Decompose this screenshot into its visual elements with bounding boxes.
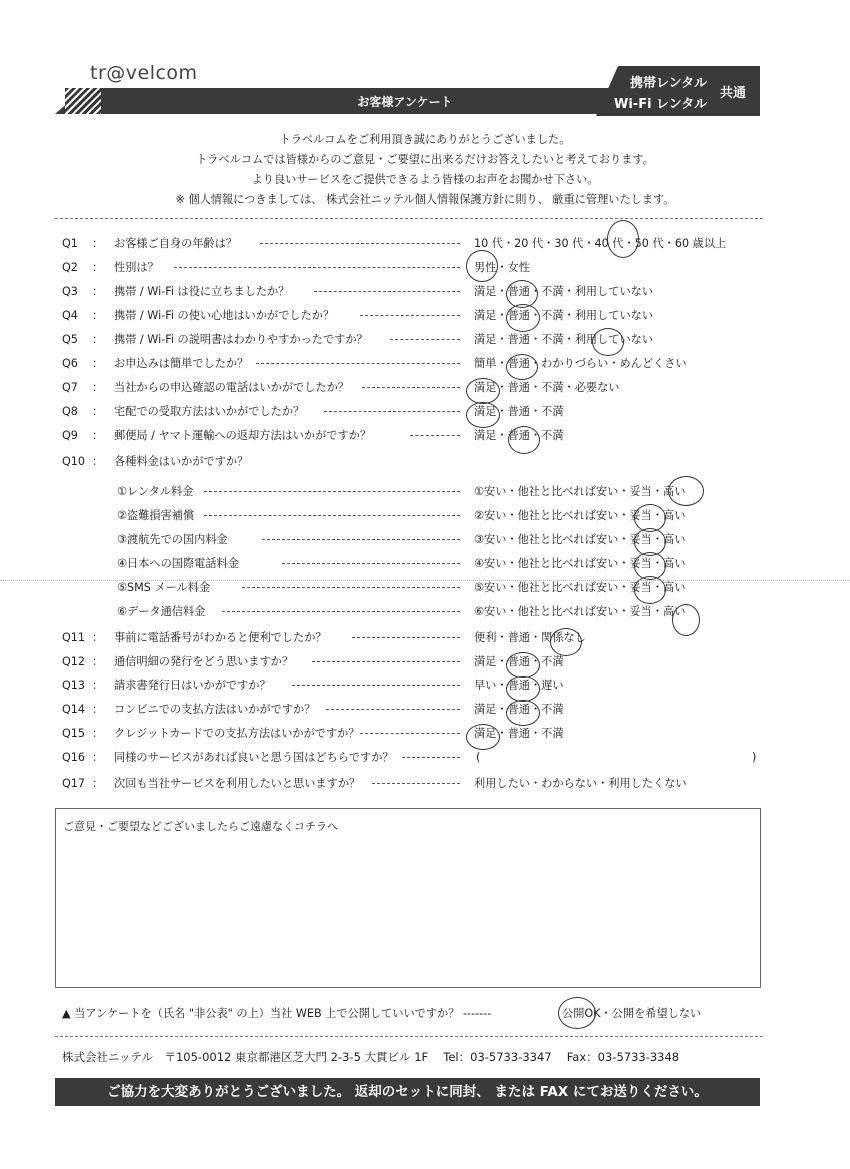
q10-item-theft: [62, 504, 782, 528]
question-text: 通信明細の発行をどう思いますか？: [114, 655, 294, 668]
question-number: Q4: [62, 309, 78, 322]
question-number: Q8: [62, 405, 78, 418]
question-number: Q2: [62, 261, 78, 274]
question-text: 各種料金はいかがですか？: [114, 455, 249, 468]
answer-options[interactable]: 10 代・20 代・30 代・40 代・50 代・60 歳以上: [474, 237, 727, 250]
colon: ：: [92, 455, 104, 468]
travelcom-logo: tr@velcom: [90, 62, 198, 84]
question-text: 宅配での受取方法はいかがでしたか？: [114, 405, 305, 418]
question-number: Q7: [62, 381, 78, 394]
question-text: お申込みは簡単でしたか？: [114, 357, 249, 370]
question-number: Q1: [62, 237, 78, 250]
question-number: Q3: [62, 285, 78, 298]
colon: ：: [92, 777, 104, 790]
leader-line: [260, 243, 460, 244]
question-row-q5: [62, 328, 782, 352]
leader-line: [362, 387, 460, 388]
colon: ：: [92, 333, 104, 346]
leader-line: [242, 587, 460, 588]
leader-line: [292, 685, 460, 686]
q10-item-data: [62, 600, 782, 624]
answer-options[interactable]: 満足・普通・不満・利用していない: [474, 309, 654, 322]
answer-options[interactable]: ⑥安い・他社と比べれば安い・妥当・高い: [474, 605, 686, 618]
colon: ：: [92, 703, 104, 716]
question-number: Q15: [62, 727, 86, 740]
question-text: 郵便局 / ヤマト運輸への返却方法はいかがですか？: [114, 429, 372, 442]
question-number: Q13: [62, 679, 86, 692]
question-number: Q17: [62, 777, 86, 790]
answer-options[interactable]: ②安い・他社と比べれば安い・妥当・高い: [474, 509, 686, 522]
leader-line: [326, 709, 460, 710]
colon: ：: [92, 237, 104, 250]
colon: ：: [92, 309, 104, 322]
question-text: 次回も当社サービスを利用したいと思いますか？: [114, 777, 361, 790]
tag-mobile-rental: 携帯レンタル: [630, 76, 708, 91]
publish-question-row: [62, 1005, 762, 1021]
answer-options[interactable]: 満足・普通・不満: [474, 405, 564, 418]
answer-circle-mark: [668, 476, 704, 506]
divider: [55, 1036, 763, 1037]
leader-line: [204, 491, 460, 492]
leader-line: [174, 267, 460, 268]
question-number: Q11: [62, 631, 86, 644]
leader-line: [360, 315, 460, 316]
answer-circle-mark: [466, 250, 498, 282]
question-text: 性別は？: [114, 261, 159, 274]
question-number: Q10: [62, 455, 86, 468]
question-number: Q9: [62, 429, 78, 442]
question-text: 携帯 / Wi-Fi の使い心地はいかがでしたか？: [114, 309, 335, 322]
answer-paren-open[interactable]: (: [476, 751, 481, 764]
question-text: お客様ご自身の年齢は？: [114, 237, 238, 250]
question-row-q2: [62, 256, 782, 280]
intro-line: より良いサービスをご提供できるよう皆様のお声をお聞かせ下さい。: [251, 173, 599, 186]
leader-line: [360, 733, 460, 734]
colon: ：: [92, 357, 104, 370]
q10-item-label: ④日本への国際電話料金: [117, 557, 239, 570]
answer-options[interactable]: 男性・女性: [474, 261, 530, 274]
question-row-q1: [62, 232, 782, 256]
leader-line: [222, 611, 460, 612]
colon: ：: [92, 429, 104, 442]
answer-options[interactable]: 満足・普通・不満: [474, 703, 564, 716]
leader-line: [352, 637, 460, 638]
question-row-q4: [62, 304, 782, 328]
divider: [55, 218, 763, 219]
q10-item-intl-call: [62, 552, 782, 576]
question-text: クレジットカードでの支払方法はいかがですか？: [114, 727, 360, 740]
question-text: 同様のサービスがあれば良いと思う国はどちらですか？: [114, 751, 394, 764]
answer-options[interactable]: ⑤安い・他社と比べれば安い・妥当・高い: [474, 581, 686, 594]
answer-options[interactable]: 便利・普通・関係なし: [474, 631, 586, 644]
intro-line: トラベルコムでは皆様からのご意見・ご要望に出来るだけお答えしたいと考えております。: [196, 153, 654, 166]
publish-answer-options[interactable]: 公開OK・公開を希望しない: [562, 1007, 702, 1020]
thanks-banner: ご協力を大変ありがとうございました。 返却のセットに同封、 または FAX にてお送りください。: [55, 1078, 760, 1106]
leader-line: [256, 363, 460, 364]
q10-item-domestic: [62, 528, 782, 552]
answer-options[interactable]: ①安い・他社と比べれば安い・妥当・高い: [474, 485, 686, 498]
leader-line: [204, 515, 460, 516]
comment-field[interactable]: [55, 808, 761, 988]
leader-line: [312, 661, 460, 662]
q10-item-rental: [62, 480, 782, 504]
colon: ：: [92, 631, 104, 644]
question-number: Q14: [62, 703, 86, 716]
answer-options[interactable]: ④安い・他社と比べれば安い・妥当・高い: [474, 557, 686, 570]
question-text: 携帯 / Wi-Fi の説明書はわかりやすかったですか？: [114, 333, 368, 346]
answer-options[interactable]: 満足・普通・不満・利用していない: [474, 333, 654, 346]
comment-label: ご意見・ご要望などございましたらご遠慮なくコチラへ: [63, 820, 338, 833]
question-text: 請求書発行日はいかがですか？: [114, 679, 271, 692]
colon: ：: [92, 679, 104, 692]
intro-line: トラベルコムをご利用頂き誠にありがとうございました。: [279, 133, 571, 146]
answer-options[interactable]: 簡単・普通・わかりづらい・めんどくさい: [474, 357, 687, 370]
leader-line: [314, 291, 460, 292]
leader-line: [282, 563, 460, 564]
answer-circle-mark: [558, 997, 596, 1029]
page-title: お客様アンケート: [357, 95, 453, 109]
question-text: 当社からの申込確認の電話はいかがでしたか？: [114, 381, 349, 394]
question-row-q16: [62, 746, 782, 770]
answer-options[interactable]: 満足・普通・不満: [474, 655, 564, 668]
colon: ：: [92, 751, 104, 764]
question-row-q14: [62, 698, 782, 722]
colon: ：: [92, 655, 104, 668]
question-row-q7: [62, 376, 782, 400]
tag-wifi-rental: Wi-Fi レンタル: [614, 97, 708, 112]
answer-circle-mark: [607, 220, 639, 258]
leader-line: [402, 757, 460, 758]
answer-options[interactable]: ③安い・他社と比べれば安い・妥当・高い: [474, 533, 686, 546]
leader-line: [324, 411, 460, 412]
scan-artifact-line: [0, 580, 850, 581]
leader-line: [372, 783, 460, 784]
colon: ：: [92, 381, 104, 394]
question-row-q10: [62, 450, 782, 474]
question-row-q12: [62, 650, 782, 674]
leader-line: [262, 539, 460, 540]
question-number: Q5: [62, 333, 78, 346]
colon: ：: [92, 285, 104, 298]
colon: ：: [92, 405, 104, 418]
q10-item-label: ③渡航先での国内料金: [117, 533, 228, 546]
question-row-q13: [62, 674, 782, 698]
q10-item-label: ⑤SMS メール料金: [117, 581, 211, 594]
tag-common: 共通: [720, 86, 747, 101]
question-number: Q12: [62, 655, 86, 668]
question-text: 携帯 / Wi-Fi は役に立ちましたか？: [114, 285, 290, 298]
question-row-q15: [62, 722, 782, 746]
question-text: 事前に電話番号がわかると便利でしたか？: [114, 631, 327, 644]
question-number: Q16: [62, 751, 86, 764]
answer-options[interactable]: 満足・普通・不満・利用していない: [474, 285, 654, 298]
question-row-q3: [62, 280, 782, 304]
question-row-q17: [62, 772, 782, 796]
question-row-q11: [62, 626, 782, 650]
answer-options[interactable]: 満足・普通・不満・必要ない: [474, 381, 620, 394]
leader-line: [410, 435, 460, 436]
q10-item-label: ②盗難損害補償: [117, 509, 195, 522]
answer-options[interactable]: 満足・普通・不満: [474, 727, 564, 740]
answer-options[interactable]: 満足・普通・不満: [474, 429, 564, 442]
leader-line: [390, 339, 460, 340]
question-row-q9: [62, 424, 782, 448]
q10-item-label: ①レンタル料金: [117, 485, 194, 498]
publish-question: ▲ 当アンケートを（氏名 "非公表" の上）当社 WEB 上で公開していいですか？ -------: [62, 1007, 492, 1020]
intro-text: [55, 130, 795, 210]
question-number: Q6: [62, 357, 78, 370]
company-contact-info: 株式会社ニッテル 〒105-0012 東京都港区芝大門 2-3-5 大貫ビル 1F Tel：03-5733-3347 Fax：03-5733-3348: [62, 1050, 680, 1064]
intro-line: ※ 個人情報につきましては、 株式会社ニッテル個人情報保護方針に則り、 厳重に管理いたします。: [175, 193, 675, 206]
colon: ：: [92, 727, 104, 740]
answer-options[interactable]: 利用したい・わからない・利用したくない: [474, 777, 687, 790]
question-row-q8: [62, 400, 782, 424]
answer-paren-close: ): [752, 751, 757, 764]
question-row-q6: [62, 352, 782, 376]
question-text: コンビニでの支払方法はいかがですか？: [114, 703, 316, 716]
answer-options[interactable]: 早い・普通・遅い: [474, 679, 564, 692]
q10-item-label: ⑥データ通信料金: [117, 605, 206, 618]
colon: ：: [92, 261, 104, 274]
